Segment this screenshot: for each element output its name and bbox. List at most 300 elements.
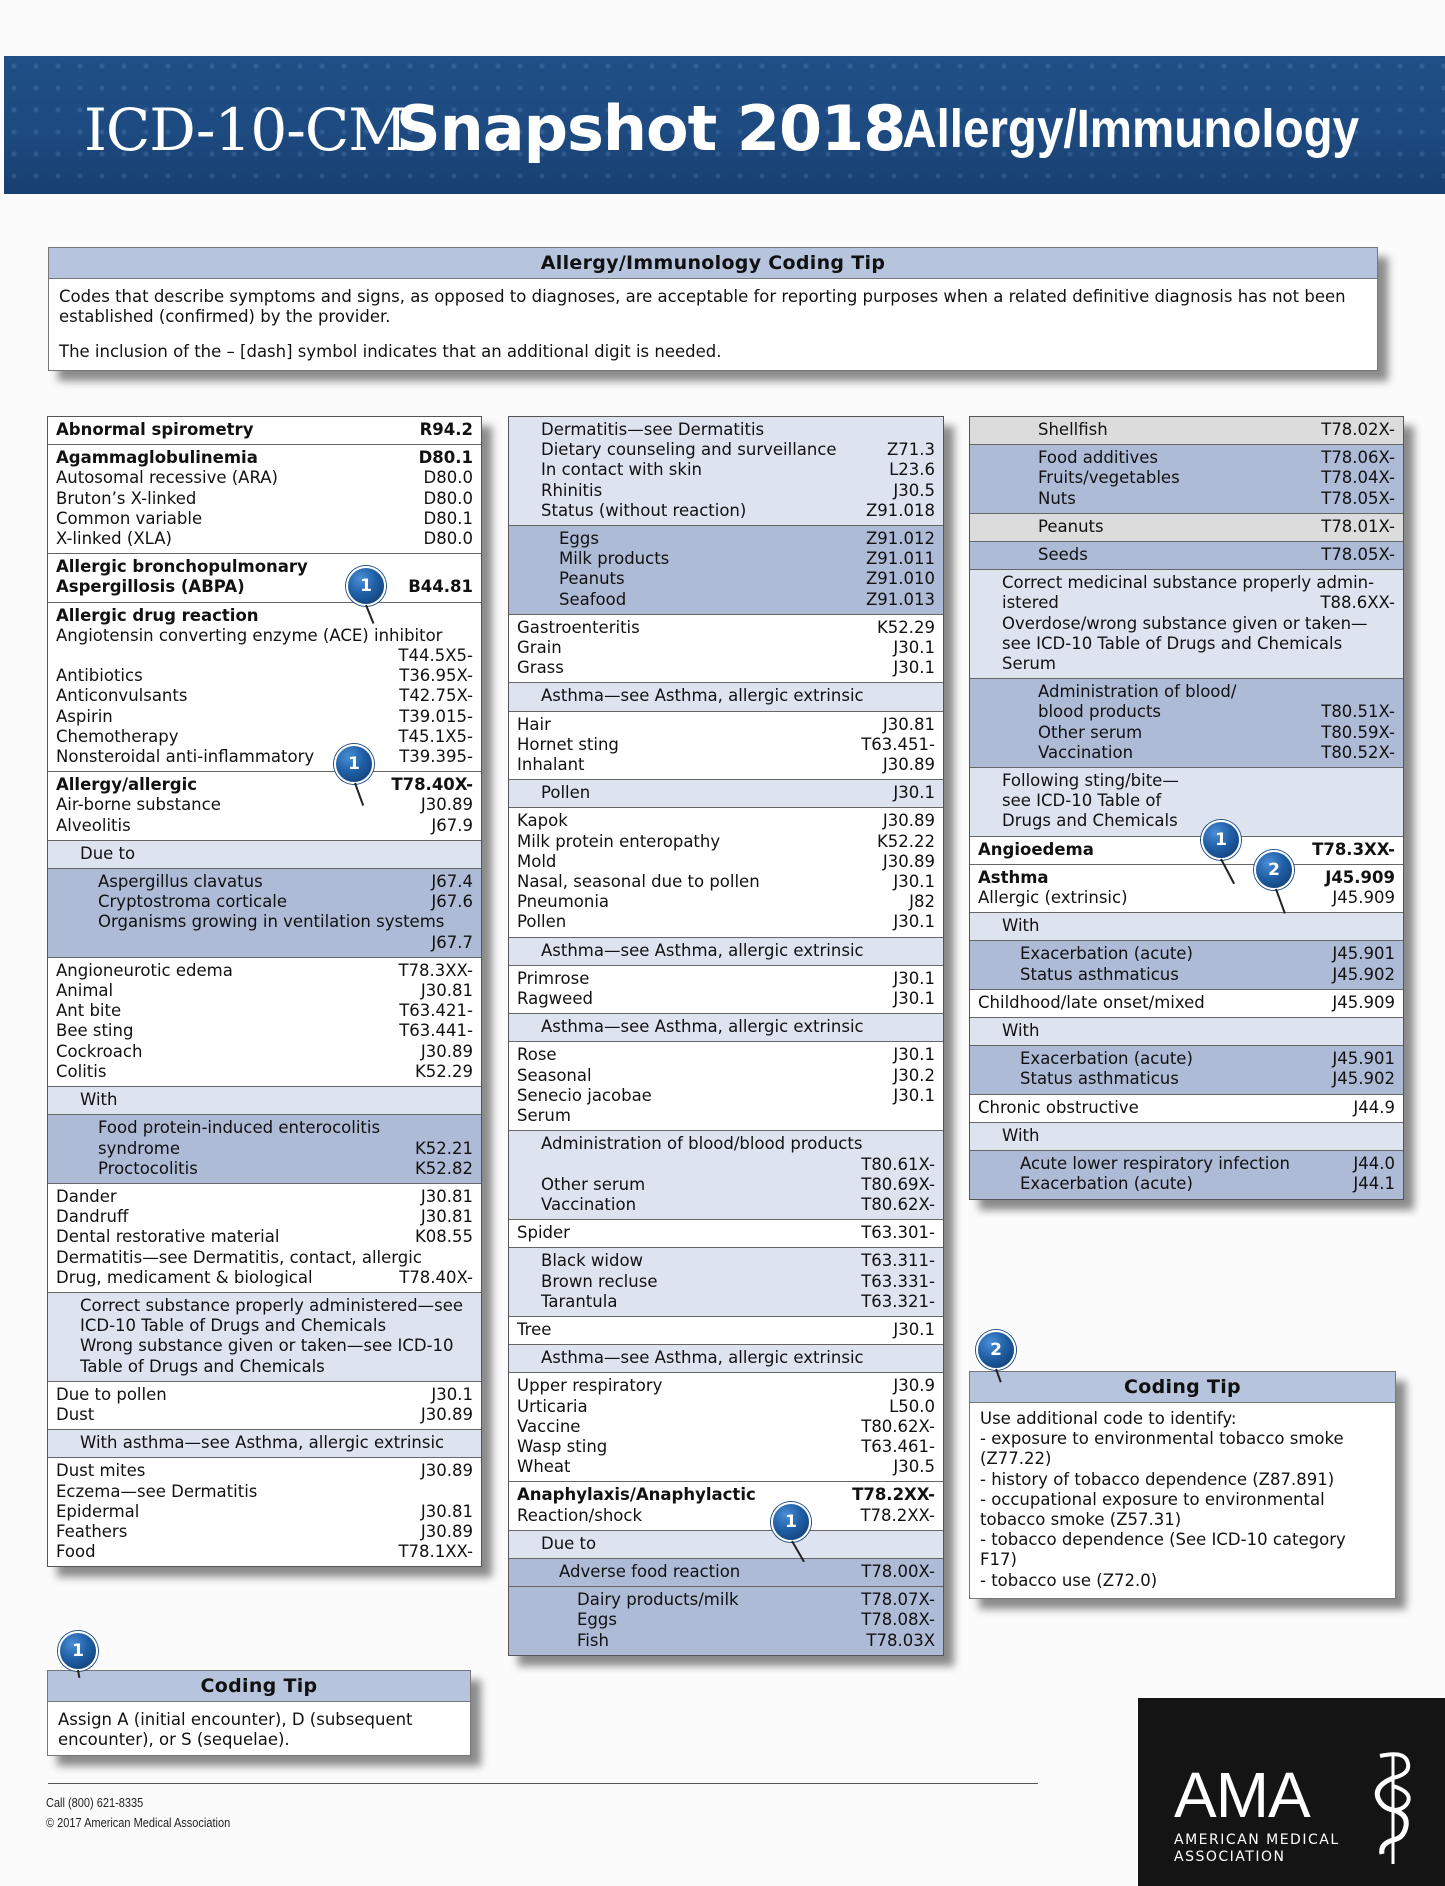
index-term: Primrose: [517, 968, 590, 988]
index-entry: [517, 1272, 935, 1292]
index-entry: [978, 545, 1395, 565]
index-term: Cockroach: [56, 1041, 143, 1061]
header-title: Snapshot 2018: [396, 92, 906, 165]
index-group: [509, 938, 943, 966]
index-term: Status asthmaticus: [1020, 964, 1179, 984]
index-entry: [517, 989, 935, 1009]
index-term: Dander: [56, 1186, 117, 1206]
index-term: Exacerbation (acute): [1020, 1049, 1193, 1069]
index-code: J30.9: [893, 1376, 935, 1396]
index-group: [509, 1220, 943, 1248]
index-term: Allergic (extrinsic): [978, 888, 1128, 908]
index-code: T80.52X-: [1321, 742, 1395, 762]
coding-tip-1: [47, 1670, 471, 1756]
ama-logo-wordmark: AMA: [1174, 1759, 1310, 1831]
index-group: [48, 1430, 481, 1458]
index-entry: [56, 1357, 473, 1377]
top-coding-tip-title: Allergy/Immunology Coding Tip: [49, 248, 1377, 279]
footer-copyright: © 2017 American Medical Association: [46, 1816, 231, 1830]
index-code: J30.1: [893, 1085, 935, 1105]
index-group: [970, 768, 1403, 837]
index-entry: [517, 440, 935, 460]
index-term: Wasp sting: [517, 1436, 608, 1456]
index-entry: [56, 666, 473, 686]
index-code: J45.901: [1332, 944, 1395, 964]
index-code: T78.2XX-: [860, 1505, 935, 1525]
index-code: T63.451-: [861, 734, 935, 754]
index-code: J30.89: [882, 851, 935, 871]
index-term: Black widow: [541, 1251, 644, 1271]
index-group: [509, 712, 943, 781]
coding-tip-2-line: - exposure to environmental tobacco smoke (Z77.22): [980, 1429, 1344, 1469]
index-entry: [56, 557, 473, 577]
index-term: Peanuts: [559, 569, 625, 589]
header-prefix: ICD-10-CM: [84, 96, 407, 164]
index-term: Seeds: [1038, 545, 1088, 565]
index-term: Status (without reaction): [541, 500, 747, 520]
index-group: [48, 958, 481, 1087]
index-code: J30.81: [420, 1501, 473, 1521]
index-entry: [978, 771, 1395, 791]
index-code: B44.81: [408, 577, 473, 597]
index-term: Administration of blood/blood products: [541, 1134, 863, 1154]
index-term: Allergic drug reaction: [56, 605, 259, 625]
index-code: J30.1: [893, 783, 935, 803]
index-code: J45.902: [1332, 1069, 1395, 1089]
index-code: K52.29: [876, 617, 935, 637]
index-entry: [56, 1139, 473, 1159]
index-group: [48, 1184, 481, 1293]
index-entry: [56, 1090, 473, 1110]
index-term: Angioneurotic edema: [56, 960, 233, 980]
index-term: Adverse food reaction: [559, 1561, 741, 1581]
index-term: Aspergillosis (ABPA): [56, 577, 245, 597]
index-column-2: [508, 416, 944, 1656]
index-term: Angioedema: [978, 839, 1094, 859]
index-code: J30.5: [893, 480, 935, 500]
coding-tip-2-line: - history of tobacco dependence (Z87.891): [980, 1469, 1335, 1489]
index-code: J45.902: [1332, 964, 1395, 984]
coding-tip-2-title: Coding Tip: [970, 1372, 1395, 1403]
index-group: [970, 570, 1403, 679]
index-term: Overdose/wrong substance given or taken—: [1002, 613, 1368, 633]
index-group: [48, 1458, 481, 1566]
index-entry: [978, 1154, 1395, 1174]
index-term: With asthma—see Asthma, allergic extrinsic: [80, 1433, 445, 1453]
index-term: Food: [56, 1542, 96, 1562]
index-code: J67.4: [431, 872, 473, 892]
index-term: Spider: [517, 1223, 570, 1243]
index-entry: [56, 529, 473, 549]
index-code: T39.395-: [399, 747, 473, 767]
index-code: J30.1: [893, 658, 935, 678]
index-entry: [978, 965, 1395, 985]
index-code: J30.89: [420, 1461, 473, 1481]
index-term: Milk protein enteropathy: [517, 831, 721, 851]
index-code: Z91.010: [865, 569, 935, 589]
index-term: Wrong substance given or taken—see ICD-10: [80, 1336, 454, 1356]
index-entry: [978, 888, 1395, 908]
index-entry: [517, 892, 935, 912]
index-group: [509, 780, 943, 808]
index-code: J30.81: [882, 714, 935, 734]
index-entry: [517, 1610, 935, 1630]
index-code: T45.1X5-: [398, 726, 473, 746]
index-term: Ragweed: [517, 989, 593, 1009]
index-code: T80.61X-: [861, 1154, 935, 1174]
index-term: Asthma—see Asthma, allergic extrinsic: [541, 940, 864, 960]
callout-2-tip: 2: [976, 1330, 1016, 1370]
index-term: Grass: [517, 658, 564, 678]
index-code: J30.89: [420, 1521, 473, 1541]
index-entry: [56, 1542, 473, 1562]
index-entry: [56, 1482, 473, 1502]
index-entry: [517, 1590, 935, 1610]
index-term: With: [80, 1090, 118, 1110]
index-term: With: [1002, 1125, 1040, 1145]
index-code: J45.909: [1332, 992, 1395, 1012]
index-entry: [517, 618, 935, 638]
index-term: Acute lower respiratory infection: [1020, 1154, 1290, 1174]
index-code: T63.331-: [861, 1271, 935, 1291]
index-entry: [517, 1223, 935, 1243]
index-term: Epidermal: [56, 1501, 140, 1521]
callout-1-drug-reaction: 1: [334, 744, 374, 784]
index-term: Vaccine: [517, 1416, 581, 1436]
index-code: J30.89: [420, 1041, 473, 1061]
index-entry: [978, 1098, 1395, 1118]
index-term: Chemotherapy: [56, 726, 179, 746]
index-group: [509, 526, 943, 615]
coding-tip-1-title: Coding Tip: [48, 1671, 470, 1702]
index-group: [48, 554, 481, 602]
index-term: syndrome: [98, 1138, 181, 1158]
index-term: Organisms growing in ventilation systems: [98, 912, 445, 932]
index-entry: [56, 1316, 473, 1336]
index-code: T63.441-: [399, 1021, 473, 1041]
index-entry: [517, 1106, 935, 1126]
index-entry: [56, 468, 473, 488]
index-term: Kapok: [517, 811, 568, 831]
index-code: J30.89: [420, 1404, 473, 1424]
index-entry: [56, 1296, 473, 1316]
index-term: see ICD-10 Table of Drugs and Chemicals: [1002, 633, 1343, 653]
index-term: Senecio jacobae: [517, 1085, 652, 1105]
index-code: J67.6: [431, 892, 473, 912]
index-column-3: [969, 416, 1404, 1200]
index-code: J44.0: [1353, 1154, 1395, 1174]
index-group: [48, 1382, 481, 1430]
index-code: T78.02X-: [1321, 420, 1395, 439]
index-entry: [517, 783, 935, 803]
index-entry: [517, 1348, 935, 1368]
index-group: [509, 683, 943, 711]
index-group: [970, 1095, 1403, 1123]
index-code: Z91.018: [865, 500, 935, 520]
index-entry: [517, 1251, 935, 1271]
index-entry: [978, 868, 1395, 888]
index-code: T63.311-: [861, 1251, 935, 1271]
index-code: J30.81: [420, 1186, 473, 1206]
index-code: K52.21: [414, 1138, 473, 1158]
index-code: Z91.013: [865, 589, 935, 609]
index-group: [970, 1046, 1403, 1094]
index-term: Aspergillus clavatus: [98, 872, 263, 892]
index-entry: [56, 1405, 473, 1425]
ama-logo: [1138, 1698, 1445, 1886]
coding-tip-2: [969, 1371, 1396, 1599]
index-group: [509, 1559, 943, 1587]
index-term: Aspirin: [56, 706, 113, 726]
index-entry: [517, 686, 935, 706]
index-entry: [978, 517, 1395, 537]
callout-1-anaphylaxis: 1: [771, 1502, 811, 1542]
index-term: X-linked (XLA): [56, 529, 172, 549]
index-code: J30.81: [420, 1207, 473, 1227]
index-term: Antibiotics: [56, 666, 143, 686]
index-term: Abnormal spirometry: [56, 420, 254, 439]
index-term: Asthma: [978, 867, 1049, 887]
index-group: [48, 445, 481, 554]
index-entry: [978, 682, 1395, 702]
index-term: Autosomal recessive (ARA): [56, 468, 278, 488]
index-group: [970, 542, 1403, 570]
index-entry: [56, 1385, 473, 1405]
index-entry: [56, 1248, 473, 1268]
index-term: Chronic obstructive: [978, 1097, 1139, 1117]
coding-tip-2-line: Use additional code to identify:: [980, 1409, 1237, 1428]
index-entry: [517, 1631, 935, 1651]
index-term: Shellfish: [1038, 420, 1108, 439]
index-entry: [56, 646, 473, 666]
index-term: Mold: [517, 851, 557, 871]
index-entry: [56, 1433, 473, 1453]
index-term: Other serum: [1038, 722, 1143, 742]
index-code: T78.1XX-: [398, 1542, 473, 1562]
index-term: Dietary counseling and surveillance: [541, 440, 837, 460]
index-code: T88.6XX-: [1320, 593, 1395, 613]
index-entry: [517, 1534, 935, 1554]
index-code: T63.301-: [861, 1223, 935, 1243]
index-term: Exacerbation (acute): [1020, 944, 1193, 964]
index-entry: [517, 1485, 935, 1505]
index-entry: [517, 549, 935, 569]
index-group: [509, 1317, 943, 1345]
index-entry: [517, 811, 935, 831]
index-code: K08.55: [414, 1227, 473, 1247]
index-entry: [56, 1042, 473, 1062]
index-code: Z71.3: [886, 440, 935, 460]
index-column-1: [47, 416, 482, 1567]
index-term: Upper respiratory: [517, 1376, 663, 1396]
index-group: [509, 1587, 943, 1655]
index-term: Correct substance properly administered—see: [80, 1295, 464, 1315]
index-term: Serum: [517, 1106, 571, 1126]
index-entry: [56, 912, 473, 932]
index-term: Urticaria: [517, 1396, 588, 1416]
index-entry: [517, 1045, 935, 1065]
index-term: Brown recluse: [541, 1271, 658, 1291]
index-entry: [56, 747, 473, 767]
index-term: Hair: [517, 714, 551, 734]
index-entry: [978, 1021, 1395, 1041]
index-code: D80.0: [423, 488, 473, 508]
index-code: T63.461-: [861, 1436, 935, 1456]
top-coding-tip-paragraph-1: Codes that describe symptoms and signs, as opposed to diagnoses, are acceptable for reporting purposes when a related definitive diagnosis has not been established (confirmed) by the provider.: [59, 287, 1346, 326]
index-term: Due to pollen: [56, 1384, 167, 1404]
index-entry: [56, 961, 473, 981]
index-term: Fruits/vegetables: [1038, 468, 1180, 488]
index-term: Nuts: [1038, 488, 1076, 508]
index-term: Dust mites: [56, 1461, 146, 1481]
index-group: [970, 1018, 1403, 1046]
index-entry: [978, 1049, 1395, 1069]
index-entry: [517, 715, 935, 735]
top-coding-tip-body: [49, 279, 1377, 385]
index-group: [509, 1531, 943, 1559]
callout-1-abpa: 1: [346, 566, 386, 606]
index-term: Alveolitis: [56, 815, 131, 835]
index-term: Drug, medicament & biological: [56, 1267, 313, 1287]
index-group: [509, 417, 943, 526]
index-term: istered: [1002, 593, 1059, 613]
index-entry: [517, 1195, 935, 1215]
index-term: Dust: [56, 1404, 95, 1424]
index-entry: [978, 993, 1395, 1013]
index-entry: [56, 1227, 473, 1247]
index-term: Cryptostroma corticale: [98, 892, 288, 912]
index-group: [509, 808, 943, 937]
index-code: T78.01X-: [1321, 516, 1395, 536]
index-entry: [56, 1159, 473, 1179]
index-entry: [978, 811, 1395, 831]
index-group: [509, 1014, 943, 1042]
index-group: [48, 772, 481, 841]
index-term: Food protein-induced enterocolitis: [98, 1118, 381, 1138]
index-term: Grain: [517, 638, 562, 658]
index-term: Animal: [56, 981, 114, 1001]
index-code: J30.5: [893, 1457, 935, 1477]
index-entry: [978, 420, 1395, 440]
index-group: [48, 1115, 481, 1184]
index-entry: [978, 614, 1395, 634]
index-term: Pneumonia: [517, 892, 610, 912]
index-term: Eggs: [577, 1610, 617, 1630]
header-specialty: Allergy/Immunology: [902, 99, 1359, 159]
index-code: J30.1: [893, 968, 935, 988]
index-term: Due to: [541, 1533, 597, 1553]
index-entry: [517, 872, 935, 892]
index-group: [509, 1482, 943, 1530]
index-term: Common variable: [56, 508, 203, 528]
index-code: T78.06X-: [1321, 448, 1395, 468]
index-term: Gastroenteritis: [517, 617, 640, 637]
index-code: T80.69X-: [861, 1174, 935, 1194]
index-code: T80.62X-: [861, 1194, 935, 1214]
index-group: [970, 865, 1403, 913]
index-term: Feathers: [56, 1521, 128, 1541]
footer-phone: Call (800) 621-8335: [46, 1796, 144, 1810]
index-group: [970, 417, 1403, 445]
index-code: T78.2XX-: [852, 1485, 935, 1505]
index-group: [970, 679, 1403, 768]
index-code: L23.6: [889, 460, 935, 480]
index-entry: [56, 872, 473, 892]
index-code: J30.1: [893, 1045, 935, 1065]
index-entry: [56, 1207, 473, 1227]
index-group: [48, 869, 481, 958]
ama-logo-subtitle-line-1: AMERICAN MEDICAL: [1174, 1832, 1340, 1848]
index-entry: [517, 1506, 935, 1526]
index-entry: [517, 969, 935, 989]
index-entry: [56, 606, 473, 626]
index-term: Asthma—see Asthma, allergic extrinsic: [541, 1348, 864, 1368]
index-term: Nonsteroidal anti-inflammatory: [56, 747, 315, 767]
index-term: Tarantula: [541, 1291, 618, 1311]
index-code: T78.3XX-: [1312, 839, 1395, 859]
index-code: T63.421-: [399, 1001, 473, 1021]
index-entry: [978, 654, 1395, 674]
coding-tip-2-line: - tobacco dependence (See ICD-10 category F17): [980, 1530, 1346, 1570]
index-group: [509, 1373, 943, 1482]
index-entry: [517, 755, 935, 775]
index-term: Dandruff: [56, 1207, 129, 1227]
index-entry: [517, 420, 935, 440]
index-entry: [56, 1336, 473, 1356]
index-entry: [56, 577, 473, 597]
index-entry: [978, 573, 1395, 593]
index-entry: [56, 844, 473, 864]
index-entry: [978, 944, 1395, 964]
index-term: Correct medicinal substance properly admin-: [1002, 573, 1375, 593]
index-term: Due to: [80, 843, 136, 863]
index-entry: [56, 1502, 473, 1522]
index-code: J44.9: [1353, 1097, 1395, 1117]
index-entry: [517, 569, 935, 589]
index-entry: [978, 1126, 1395, 1146]
index-entry: [517, 1175, 935, 1195]
index-term: Rhinitis: [541, 480, 603, 500]
index-code: D80.0: [423, 468, 473, 488]
index-term: Anaphylaxis/Anaphylactic: [517, 1485, 756, 1505]
caduceus-icon: [1358, 1746, 1428, 1866]
index-group: [48, 1087, 481, 1115]
index-entry: [517, 1134, 935, 1154]
index-term: ICD-10 Table of Drugs and Chemicals: [80, 1316, 387, 1336]
index-term: Vaccination: [541, 1194, 637, 1214]
index-entry: [978, 723, 1395, 743]
index-term: Ant bite: [56, 1001, 122, 1021]
index-term: With: [1002, 916, 1040, 936]
index-group: [970, 514, 1403, 542]
index-entry: [517, 1376, 935, 1396]
index-code: J67.7: [431, 932, 473, 952]
index-code: T42.75X-: [399, 686, 473, 706]
index-code: T78.3XX-: [398, 960, 473, 980]
index-code: T80.62X-: [861, 1416, 935, 1436]
index-code: T78.00X-: [861, 1561, 935, 1581]
coding-tip-2-body: [970, 1403, 1395, 1599]
index-term: Serum: [1002, 654, 1056, 674]
index-term: Colitis: [56, 1061, 107, 1081]
index-term: Asthma—see Asthma, allergic extrinsic: [541, 686, 864, 706]
index-term: Wheat: [517, 1457, 571, 1477]
index-entry: [517, 1397, 935, 1417]
index-entry: [517, 501, 935, 521]
index-group: [970, 1151, 1403, 1198]
index-entry: [56, 448, 473, 468]
index-entry: [978, 743, 1395, 763]
